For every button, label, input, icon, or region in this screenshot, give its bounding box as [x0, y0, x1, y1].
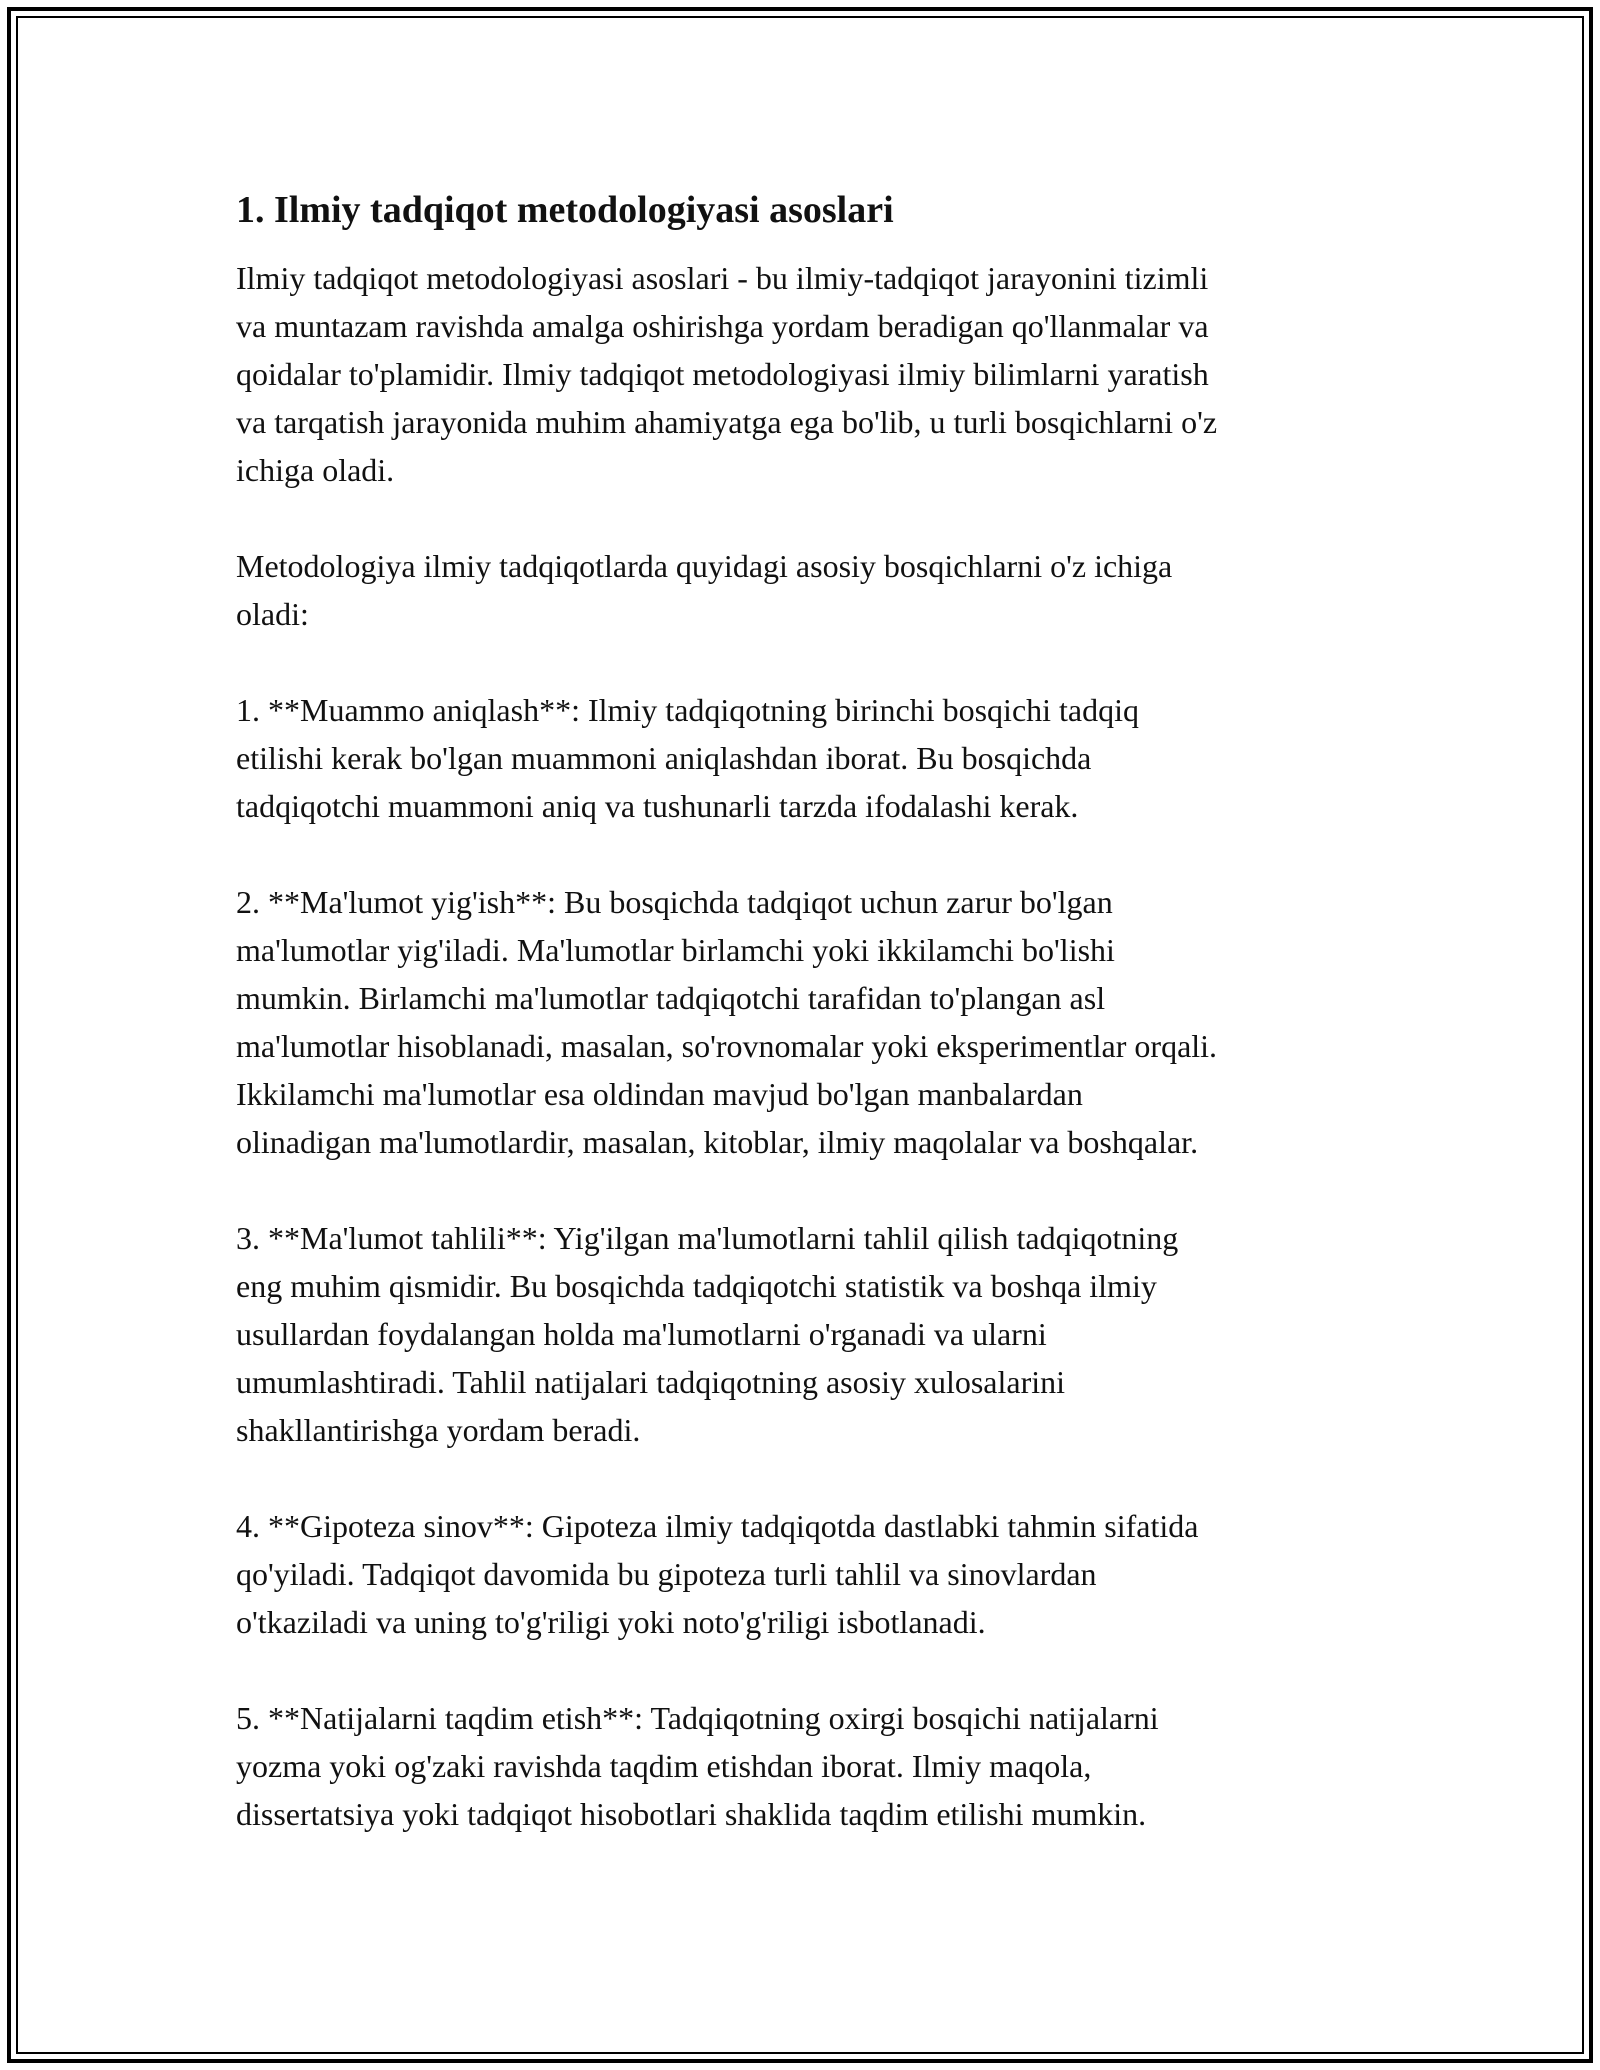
stage-3-paragraph: 3. **Ma'lumot tahlili**: Yig'ilgan ma'lumotlarni tahlil qilish tadqiqotning eng muhim qismidir. Bu bosqichda tadqiqotchi statistik va boshqa ilmiy usullardan foydalangan holda ma'lumotlarni o'rganadi va ularni umumlashtiradi. Tahlil natijalari tadqiqotning asosiy xulosalarini shakllantirishga yordam beradi.: [236, 1220, 1179, 1448]
stage-1-paragraph: 1. **Muammo aniqlash**: Ilmiy tadqiqotning birinchi bosqichi tadqiq etilishi kerak bo'lgan muammoni aniqlashdan iborat. Bu bosqichda tadqiqotchi muammoni aniq va tushunarli tarzda ifodalashi kerak.: [236, 692, 1140, 824]
document-body: [236, 186, 1366, 1886]
stage-4-paragraph: 4. **Gipoteza sinov**: Gipoteza ilmiy tadqiqotda dastlabki tahmin sifatida qo'yiladi. Tadqiqot davomida bu gipoteza turli tahlil va sinovlardan o'tkaziladi va uning to'g'riligi yoki noto'g'riligi isbotlanadi.: [236, 1508, 1199, 1640]
stages-intro-paragraph: Metodologiya ilmiy tadqiqotlarda quyidagi asosiy bosqichlarni o'z ichiga oladi:: [236, 548, 1173, 632]
section-title: 1. Ilmiy tadqiqot metodologiyasi asoslari: [236, 189, 894, 231]
stage-2-paragraph: 2. **Ma'lumot yig'ish**: Bu bosqichda tadqiqot uchun zarur bo'lgan ma'lumotlar yig'iladi. Ma'lumotlar birlamchi yoki ikkilamchi bo'lishi mumkin. Birlamchi ma'lumotlar tadqiqotchi tarafidan to'plangan asl ma'lumotlar hisoblanadi, masalan, so'rovnomalar yoki eksperimentlar orqali. Ikkilamchi ma'lumotlar esa oldindan mavjud bo'lgan manbalardan olinadigan ma'lumotlardir, masalan, kitoblar, ilmiy maqolalar va boshqalar.: [236, 884, 1218, 1160]
stage-5-paragraph: 5. **Natijalarni taqdim etish**: Tadqiqotning oxirgi bosqichi natijalarni yozma yoki og'zaki ravishda taqdim etishdan iborat. Ilmiy maqola, dissertatsiya yoki tadqiqot hisobotlari shaklida taqdim etilishi mumkin.: [236, 1700, 1159, 1832]
intro-paragraph: Ilmiy tadqiqot metodologiyasi asoslari - bu ilmiy-tadqiqot jarayonini tizimli va muntazam ravishda amalga oshirishga yordam beradigan qo'llanmalar va qoidalar to'plamidir. Ilmiy tadqiqot metodologiyasi ilmiy bilimlarni yaratish va tarqatish jarayonida muhim ahamiyatga ega bo'lib, u turli bosqichlarni o'z ichiga oladi.: [236, 260, 1218, 488]
